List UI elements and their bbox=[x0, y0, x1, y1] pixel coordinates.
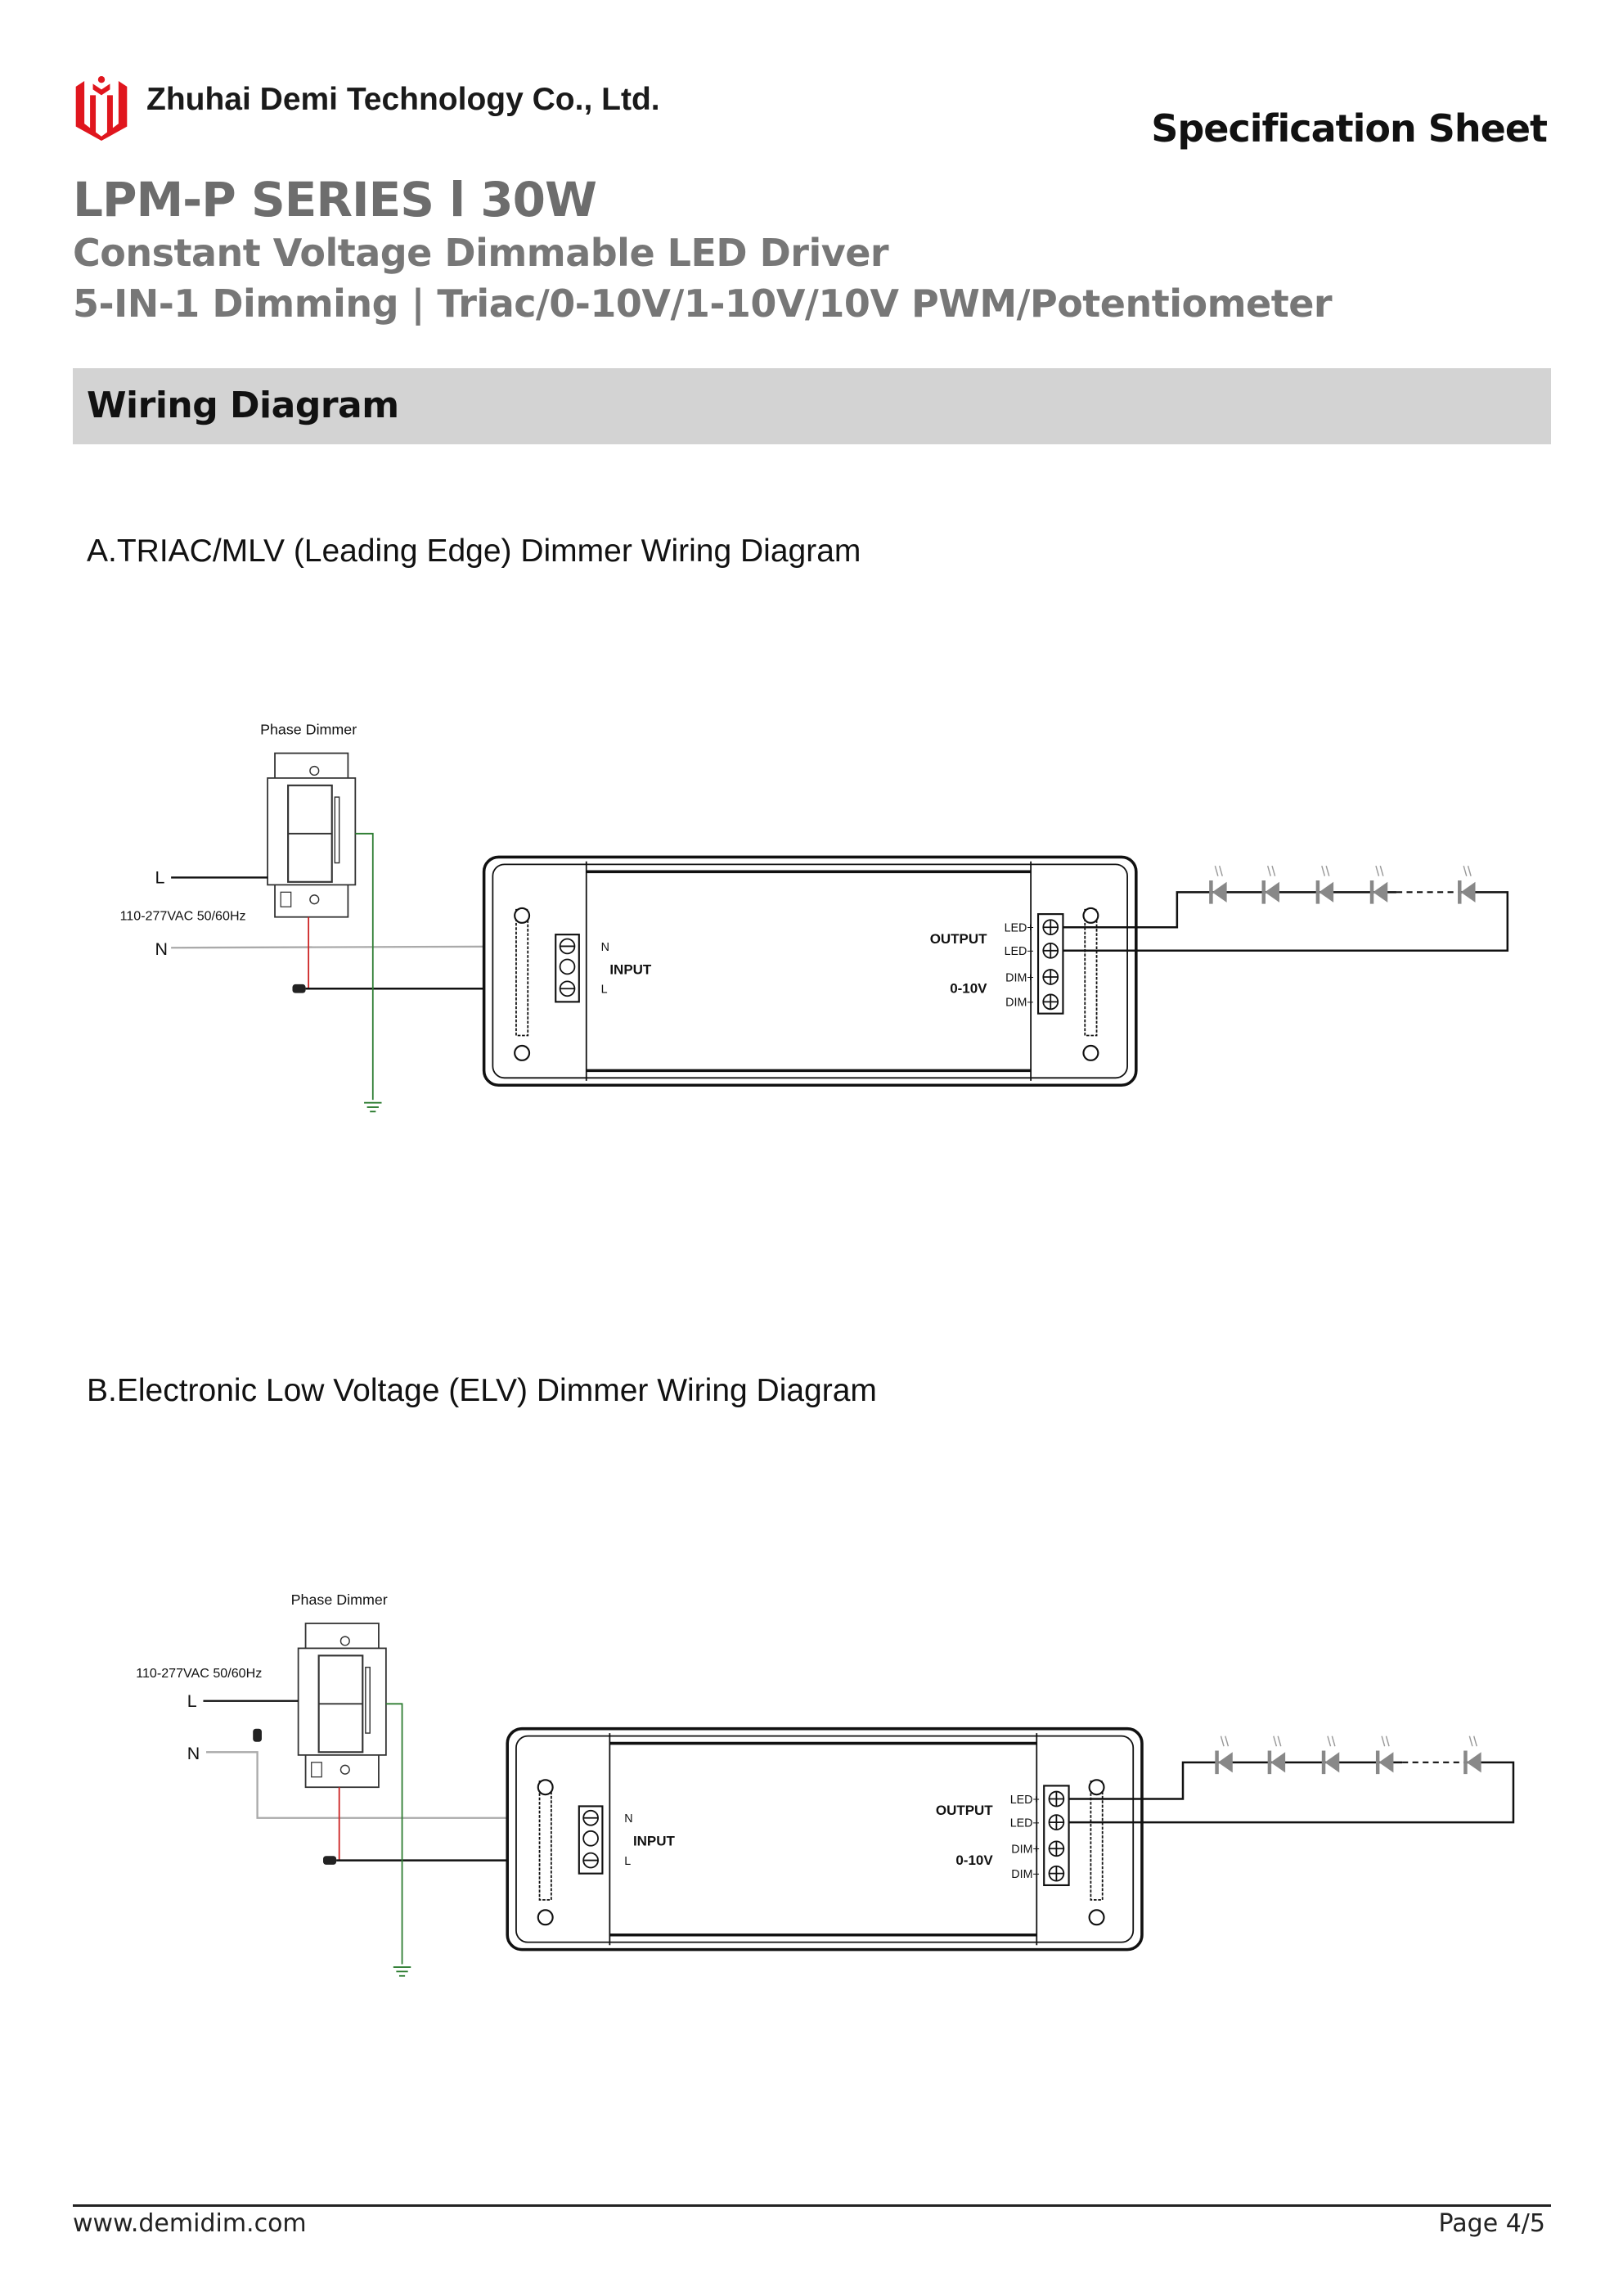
led-diode bbox=[1461, 882, 1476, 903]
light-ray-icon bbox=[1386, 1736, 1389, 1747]
led-diode bbox=[1218, 1752, 1233, 1772]
led-cathode bbox=[1209, 880, 1212, 904]
light-ray-icon bbox=[1328, 1736, 1331, 1747]
light-ray-icon bbox=[1272, 866, 1275, 876]
light-ray-icon bbox=[1274, 1736, 1277, 1747]
led-icon bbox=[1215, 1736, 1232, 1774]
led-cathode bbox=[1458, 880, 1461, 904]
led-diode bbox=[1270, 1752, 1285, 1772]
led-driver bbox=[484, 857, 1136, 1085]
light-ray-icon bbox=[1221, 1736, 1224, 1747]
led-icon bbox=[1370, 866, 1387, 903]
led-driver bbox=[507, 1729, 1142, 1950]
mount-screw-icon bbox=[538, 1780, 553, 1794]
product-subtitle: Constant Voltage Dimmable LED Driver bbox=[73, 231, 889, 275]
input-n-label: N bbox=[624, 1812, 633, 1826]
led-diode bbox=[1265, 882, 1279, 903]
output-label: OUTPUT bbox=[935, 1803, 993, 1819]
light-ray-icon bbox=[1469, 1736, 1472, 1747]
input-l-label: L bbox=[624, 1854, 632, 1868]
section-title: Wiring Diagram bbox=[87, 385, 399, 426]
led-icon bbox=[1209, 866, 1226, 903]
led-icon bbox=[1376, 1736, 1393, 1774]
diagram-a-title: A.TRIAC/MLV (Leading Edge) Dimmer Wiring Diagram bbox=[87, 533, 861, 569]
mount-screw-icon bbox=[515, 908, 529, 923]
light-ray-icon bbox=[1225, 1736, 1229, 1747]
phase-dimmer bbox=[291, 1591, 388, 1787]
input-l-label: L bbox=[600, 983, 608, 997]
diagram-b bbox=[136, 1591, 1513, 1976]
document-type: Specification Sheet bbox=[1151, 106, 1547, 151]
light-ray-icon bbox=[1215, 866, 1218, 876]
company-name: Zhuhai Demi Technology Co., Ltd. bbox=[146, 82, 660, 117]
led-icon bbox=[1322, 1736, 1339, 1774]
light-ray-icon bbox=[1278, 1736, 1281, 1747]
neutral-label: N bbox=[155, 939, 168, 960]
led-diode bbox=[1373, 882, 1387, 903]
led-icon bbox=[1316, 866, 1333, 903]
light-ray-icon bbox=[1268, 866, 1271, 876]
dim-0-10v-label: 0-10V bbox=[955, 1852, 993, 1868]
page-number: Page 4/5 bbox=[1438, 2209, 1545, 2238]
led-plus-label: LED+ bbox=[1004, 921, 1034, 935]
light-ray-icon bbox=[1322, 866, 1325, 876]
led-diode bbox=[1467, 1752, 1481, 1772]
mount-screw-icon bbox=[1083, 1046, 1098, 1060]
line-label: L bbox=[155, 867, 165, 888]
led-icon bbox=[1268, 1736, 1285, 1774]
terminal-screw-icon bbox=[560, 960, 575, 975]
light-ray-icon bbox=[1376, 866, 1379, 876]
led-minus-label: LED− bbox=[1004, 945, 1034, 959]
input-n-label: N bbox=[600, 940, 609, 954]
mount-screw-icon bbox=[538, 1910, 553, 1925]
mount-screw-icon bbox=[1090, 1780, 1104, 1794]
terminal-screw-icon bbox=[583, 1831, 598, 1846]
led-cathode bbox=[1316, 880, 1320, 904]
dimmer-label: Phase Dimmer bbox=[260, 721, 357, 738]
led-cathode bbox=[1370, 880, 1373, 904]
light-ray-icon bbox=[1468, 866, 1472, 876]
diagram-b-title: B.Electronic Low Voltage (ELV) Dimmer Wiring Diagram bbox=[87, 1373, 877, 1408]
wire-nut-icon bbox=[323, 1856, 336, 1865]
wire-nut-icon bbox=[292, 984, 305, 993]
led-diode bbox=[1379, 1752, 1394, 1772]
led-icon bbox=[1262, 866, 1279, 903]
light-ray-icon bbox=[1463, 866, 1467, 876]
footer-divider bbox=[73, 2204, 1551, 2207]
line-label: L bbox=[187, 1690, 197, 1711]
phase-dimmer bbox=[260, 721, 357, 916]
supply-voltage-label: 110-277VAC 50/60Hz bbox=[119, 908, 246, 924]
dim-0-10v-label: 0-10V bbox=[950, 980, 987, 997]
led-cathode bbox=[1215, 1751, 1218, 1775]
product-series: LPM-P SERIES l 30W bbox=[73, 172, 596, 227]
led-cathode bbox=[1322, 1751, 1325, 1775]
neutral-label: N bbox=[187, 1744, 200, 1764]
ground-wire bbox=[355, 834, 372, 1100]
led-diode bbox=[1324, 1752, 1339, 1772]
dim-minus-label: DIM− bbox=[1005, 996, 1034, 1010]
input-label: INPUT bbox=[632, 1833, 675, 1849]
led-icon bbox=[1458, 866, 1475, 903]
mount-screw-icon bbox=[1090, 1910, 1104, 1925]
dimming-modes: 5-IN-1 Dimming | Triac/0-10V/1-10V/10V PWM/Potentiometer bbox=[73, 281, 1333, 326]
led-plus-label: LED+ bbox=[1009, 1793, 1040, 1807]
led-diode bbox=[1212, 882, 1227, 903]
led-minus-label: LED− bbox=[1009, 1817, 1040, 1830]
dimmer-label: Phase Dimmer bbox=[290, 1591, 388, 1608]
diagram-a bbox=[120, 721, 1508, 1111]
ground-wire bbox=[386, 1704, 402, 1964]
light-ray-icon bbox=[1382, 1736, 1385, 1747]
led-cathode bbox=[1268, 1751, 1271, 1775]
led-cathode bbox=[1376, 1751, 1379, 1775]
output-label: OUTPUT bbox=[929, 930, 987, 947]
led-cathode bbox=[1262, 880, 1266, 904]
led-cathode bbox=[1463, 1751, 1467, 1775]
dim-plus-label: DIM+ bbox=[1005, 971, 1034, 985]
wire-nut-icon bbox=[253, 1729, 262, 1742]
light-ray-icon bbox=[1380, 866, 1383, 876]
light-ray-icon bbox=[1332, 1736, 1335, 1747]
led-diode bbox=[1319, 882, 1333, 903]
mount-screw-icon bbox=[515, 1046, 529, 1060]
website-link[interactable]: www.demidim.com bbox=[73, 2209, 307, 2238]
dim-plus-label: DIM+ bbox=[1011, 1843, 1040, 1857]
light-ray-icon bbox=[1220, 866, 1223, 876]
light-ray-icon bbox=[1474, 1736, 1477, 1747]
light-ray-icon bbox=[1326, 866, 1329, 876]
mount-screw-icon bbox=[1083, 908, 1098, 923]
input-label: INPUT bbox=[609, 961, 652, 978]
dim-minus-label: DIM− bbox=[1011, 1868, 1040, 1882]
supply-voltage-label: 110-277VAC 50/60Hz bbox=[136, 1666, 263, 1681]
led-icon bbox=[1463, 1736, 1481, 1774]
